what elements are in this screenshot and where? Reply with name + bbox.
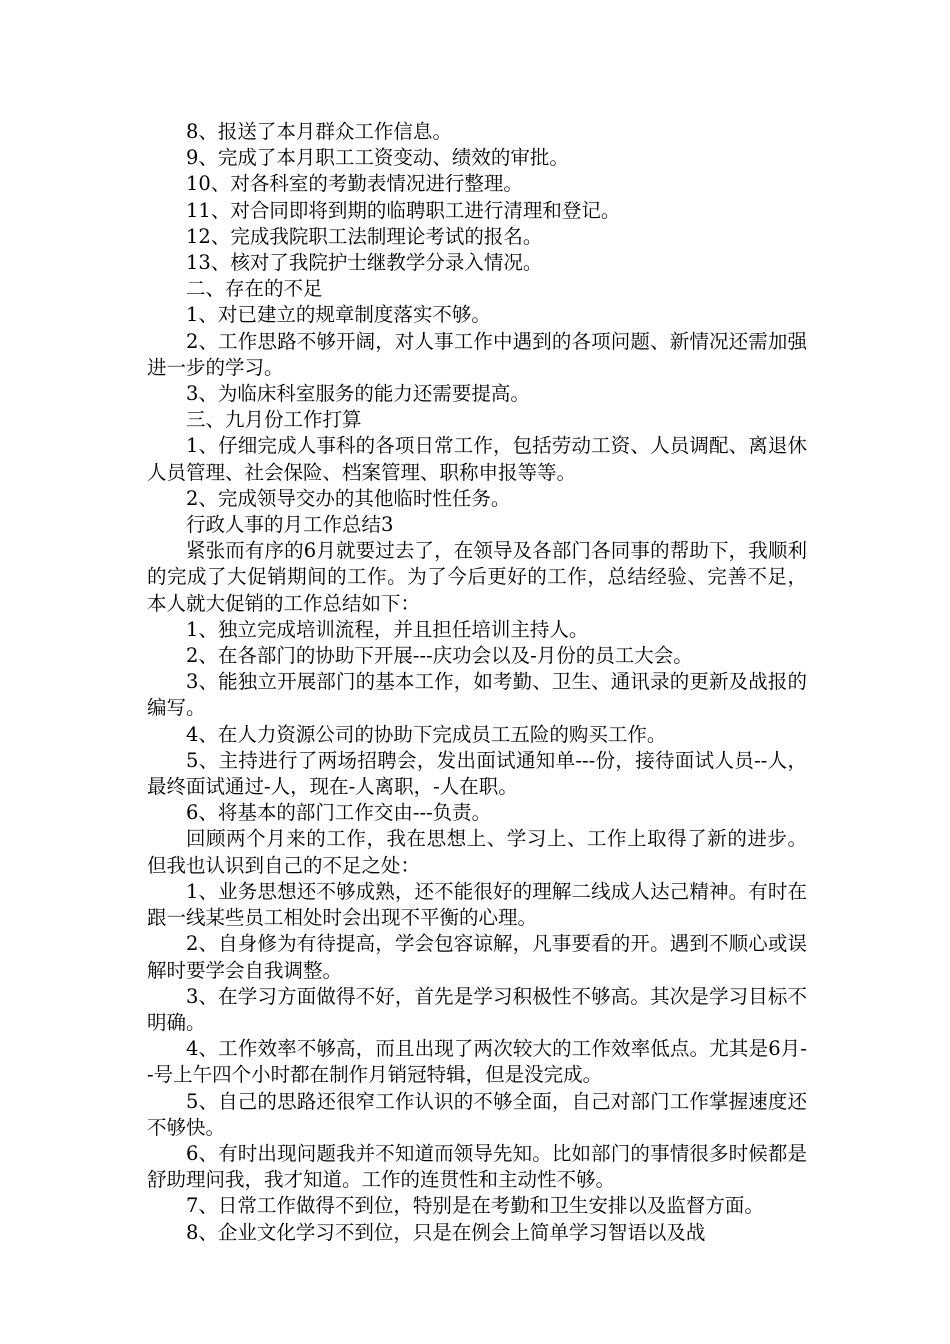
paragraph: 1、业务思想还不够成熟，还不能很好的理解二线成人达己精神。有时在跟一线某些员工相处时会出现不平衡的心理。 — [147, 879, 807, 930]
paragraph: 5、自己的思路还很窄工作认识的不够全面，自己对部门工作掌握速度还不够快。 — [147, 1089, 807, 1139]
paragraph: 5、主持进行了两场招聘会，发出面试通知单---份，接待面试人员--人，最终面试通过-人，现在-人离职，-人在职。 — [147, 748, 807, 799]
paragraph: 2、工作思路不够开阔，对人事工作中遇到的各项问题、新情况还需加强进一步的学习。 — [147, 329, 807, 379]
paragraph: 12、完成我院职工法制理论考试的报名。 — [186, 224, 543, 248]
paragraph: 2、完成领导交办的其他临时性任务。 — [186, 486, 511, 510]
section-title: 行政人事的月工作总结3 — [186, 513, 394, 537]
paragraph: 8、报送了本月群众工作信息。 — [186, 120, 452, 143]
section-heading: 二、存在的不足 — [186, 277, 323, 301]
paragraph: 13、核对了我院护士继教学分录入情况。 — [186, 251, 543, 275]
paragraph: 4、在人力资源公司的协助下完成员工五险的购买工作。 — [186, 722, 667, 746]
paragraph: 回顾两个月来的工作，我在思想上、学习上、工作上取得了新的进步。但我也认识到自己的不足之处： — [147, 827, 807, 877]
paragraph: 7、日常工作做得不到位，特别是在考勤和卫生安排以及监督方面。 — [186, 1194, 764, 1218]
paragraph: 1、仔细完成人事科的各项日常工作，包括劳动工资、人员调配、离退休人员管理、社会保险、档案管理、职称申报等等。 — [147, 434, 807, 484]
paragraph: 3、在学习方面做得不好，首先是学习积极性不够高。其次是学习目标不明确。 — [147, 984, 807, 1034]
paragraph: 1、独立完成培训流程，并且担任培训主持人。 — [186, 617, 589, 641]
paragraph: 11、对合同即将到期的临聘职工进行清理和登记。 — [186, 198, 621, 222]
paragraph: 4、工作效率不够高，而且出现了两次较大的工作效率低点。尤其是6月--号上午四个小时都在制作月销冠特辑，但是没完成。 — [147, 1037, 807, 1087]
paragraph: 6、有时出现问题我并不知道而领导先知。比如部门的事情很多时候都是舒助理问我，我才知道。工作的连贯性和主动性不够。 — [147, 1141, 807, 1192]
paragraph: 10、对各科室的考勤表情况进行整理。 — [186, 172, 523, 196]
paragraph: 1、对已建立的规章制度落实不够。 — [186, 303, 491, 327]
paragraph: 9、完成了本月职工工资变动、绩效的审批。 — [186, 146, 569, 170]
paragraph: 6、将基本的部门工作交由---负责。 — [186, 801, 492, 825]
paragraph: 2、自身修为有待提高，学会包容谅解，凡事要看的开。遇到不顺心或误解时要学会自我调整。 — [147, 932, 807, 982]
section-heading: 三、九月份工作打算 — [186, 408, 362, 432]
paragraph: 紧张而有序的6月就要过去了，在领导及各部门各同事的帮助下，我顺利的完成了大促销期间的工作。为了今后更好的工作，总结经验、完善不足，本人就大促销的工作总结如下： — [147, 539, 807, 615]
paragraph: 3、能独立开展部门的基本工作，如考勤、卫生、通讯录的更新及战报的编写。 — [147, 670, 807, 720]
paragraph: 3、为临床科室服务的能力还需要提高。 — [186, 382, 530, 406]
document-body — [147, 119, 807, 1246]
paragraph: 8、企业文化学习不到位，只是在例会上简单学习智语以及战 — [186, 1220, 706, 1244]
paragraph: 2、在各部门的协助下开展---庆功会以及-月份的员工大会。 — [186, 644, 693, 668]
